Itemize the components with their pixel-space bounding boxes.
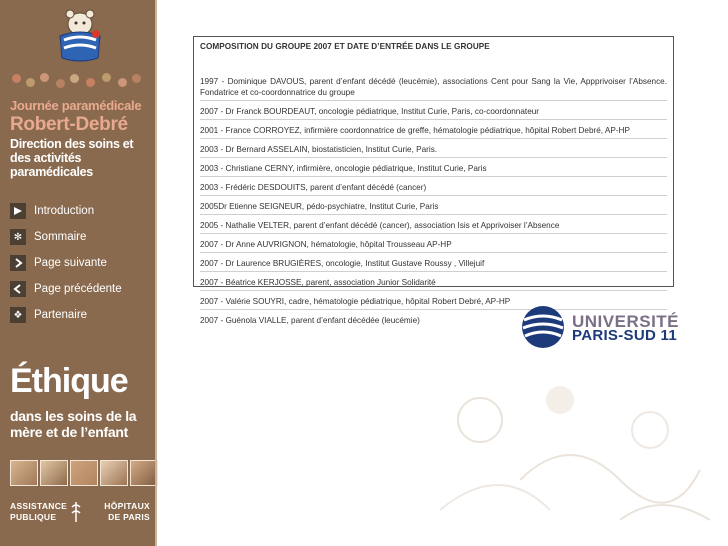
photo-thumbnail (40, 460, 68, 486)
asterisk-icon: ✻ (10, 229, 26, 245)
chevron-left-icon (10, 281, 26, 297)
sidebar-divider (155, 0, 157, 546)
nav-introduction-label: Introduction (34, 205, 95, 217)
decorative-watermark (420, 360, 720, 540)
photo-thumbnail (10, 460, 38, 486)
photo-strip (10, 460, 158, 486)
list-item: 1997 - Dominique DAVOUS, parent d’enfant décédé (leucémie), associations Cent pour Sang la Vie, Appprivoiser l’Absence. Fondatrice et co-coordonnatrice du groupe (200, 75, 667, 101)
university-name-line1: UNIVERSITÉ (572, 312, 680, 331)
university-name-line2: PARIS-SUD 11 (572, 327, 678, 344)
arrow-right-icon (10, 203, 26, 219)
list-item: 2007 - Dr Anne AUVRIGNON, hématologie, hôpital Trousseau AP-HP (200, 238, 667, 253)
event-name: Robert-Debré (10, 114, 128, 135)
department-name: Direction des soins et des activités paramédicales (10, 137, 134, 179)
list-item: 2005Dr Etienne SEIGNEUR, pédo-psychiatre, Institut Curie, Paris (200, 200, 667, 215)
ap-left-text: ASSISTANCE PUBLIQUE (10, 501, 68, 522)
main-title: Éthique (10, 362, 128, 400)
nav-sommaire-label: Sommaire (34, 231, 87, 243)
ap-hp-mark-icon (70, 501, 82, 523)
nav-partenaire[interactable] (10, 302, 122, 328)
list-item: 2001 - France CORROYEZ, infirmière coordonnatrice de greffe, hématologie pédiatrique, hôpital Robert Debré, AP-HP (200, 124, 667, 139)
sidebar (0, 0, 155, 546)
panel-title: COMPOSITION DU GROUPE 2007 ET DATE D’ENTRÉE DANS LE GROUPE (200, 42, 490, 51)
nav-partenaire-label: Partenaire (34, 309, 88, 321)
photo-thumbnail (70, 460, 98, 486)
ap-hp-logo (10, 501, 150, 523)
list-item: 2007 - Dr Franck BOURDEAUT, oncologie pédiatrique, Institut Curie, Paris, co-coordonnateur (200, 105, 667, 120)
list-item: 2003 - Christiane CERNY, infirmière, oncologie pédiatrique, Institut Curie, Paris (200, 162, 667, 177)
diamond-pattern-icon: ❖ (10, 307, 26, 323)
list-item: 2007 - Dr Laurence BRUGIÈRES, oncologie, Institut Gustave Roussy , Villejuif (200, 257, 667, 272)
list-item: 2005 - Nathalie VELTER, parent d’enfant décédé (cancer), association Isis et Apprivoiser l’Absence (200, 219, 667, 234)
list-item: 2003 - Frédéric DESDOUITS, parent d’enfant décédé (cancer) (200, 181, 667, 196)
list-item: 2003 - Dr Bernard ASSELAIN, biostatisticien, Institut Curie, Paris. (200, 143, 667, 158)
list-item: 2007 - Guénola VIALLE, parent d’enfant décédée (leucémie) (200, 316, 420, 325)
list-item: 2007 - Valérie SOUYRI, cadre, hématologie pédiatrique, hôpital Robert Debré, AP-HP (200, 295, 667, 310)
photo-thumbnail (130, 460, 158, 486)
university-globe-icon (520, 304, 566, 355)
nav-page-precedente-label: Page précédente (34, 283, 122, 295)
nav-page-suivante[interactable] (10, 250, 122, 276)
event-title: Journée paramédicale (10, 98, 142, 113)
ap-right-text: HÔPITAUX DE PARIS (104, 501, 150, 522)
chevron-right-icon (10, 255, 26, 271)
nav-page-precedente[interactable] (10, 276, 122, 302)
list-item: 2007 - Béatrice KERJOSSE, parent, association Junior Solidarité (200, 276, 667, 291)
main-subtitle: dans les soins de la mère et de l’enfant (10, 408, 137, 440)
photo-thumbnail (100, 460, 128, 486)
nav-sommaire[interactable] (10, 224, 122, 250)
robert-debre-logo (52, 6, 108, 66)
decorative-dots (8, 72, 148, 90)
nav-page-suivante-label: Page suivante (34, 257, 107, 269)
university-logo (520, 303, 680, 355)
navigation-menu (10, 198, 122, 328)
nav-introduction[interactable] (10, 198, 122, 224)
